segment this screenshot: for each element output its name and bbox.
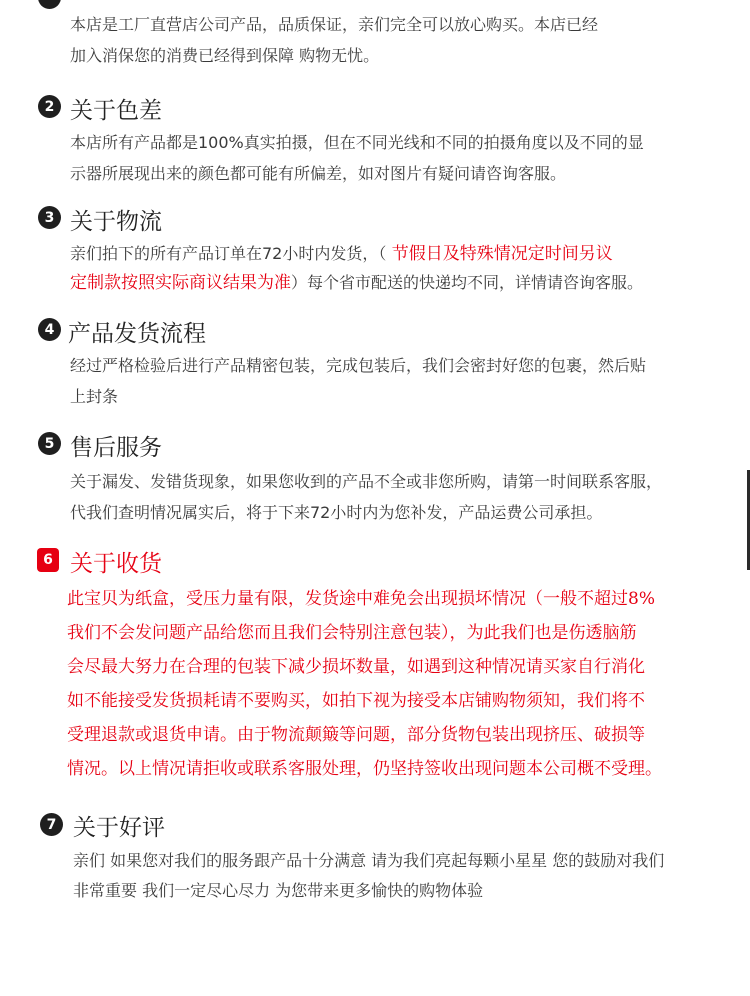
section-2-number-badge: 2	[38, 95, 61, 118]
section-3-line-2-highlight: 定制款按照实际商议结果为准	[70, 273, 291, 293]
section-3-line-1-normal: 亲们拍下的所有产品订单在72小时内发货，（	[70, 244, 387, 263]
section-1-line-1: 本店是工厂直营店公司产品，品质保证，亲们完全可以放心购买。本店已经	[70, 15, 599, 34]
section-1-number-badge	[38, 0, 61, 9]
section-3-title: 关于物流	[70, 209, 162, 235]
section-3-line-2	[70, 268, 643, 293]
section-5-line-2: 代我们查明情况属实后，将于下来72小时内为您补发，产品运费公司承担。	[70, 503, 603, 522]
section-2-line-1: 本店所有产品都是100%真实拍摄，但在不同光线和不同的拍摄角度以及不同的显	[70, 133, 644, 152]
section-6-line-6: 情况。以上情况请拒收或联系客服处理，仍坚持签收出现问题本公司概不受理。	[67, 759, 662, 779]
section-6-line-3: 会尽最大努力在合理的包装下减少损坏数量，如遇到这种情况请买家自行消化	[67, 657, 645, 677]
section-7-title: 关于好评	[73, 815, 165, 841]
section-3-number-badge: 3	[38, 206, 61, 229]
section-6-line-1: 此宝贝为纸盒，受压力量有限，发货途中难免会出现损坏情况（一般不超过8%	[67, 589, 655, 609]
section-6-line-2: 我们不会发问题产品给您而且我们会特别注意包装），为此我们也是伤透脑筋	[67, 623, 637, 643]
section-1-line-2: 加入消保您的消费已经得到保障 购物无忧。	[70, 46, 380, 65]
section-4-line-1: 经过严格检验后进行产品精密包装，完成包装后，我们会密封好您的包裹，然后贴	[70, 356, 647, 375]
section-5-title: 售后服务	[70, 435, 162, 461]
section-7-line-2: 非常重要 我们一定尽心尽力 为您带来更多愉快的购物体验	[73, 881, 484, 900]
section-3-line-2-normal: ）每个省市配送的快递均不同，详情请咨询客服。	[291, 273, 644, 292]
section-7-number-badge: 7	[40, 813, 63, 836]
section-6-line-5: 受理退款或退货申请。由于物流颠簸等问题，部分货物包装出现挤压、破损等	[67, 725, 645, 745]
section-6-title: 关于收货	[70, 551, 162, 577]
section-6-line-4: 如不能接受发货损耗请不要购买，如拍下视为接受本店铺购物须知，我们将不	[67, 691, 645, 711]
section-7-line-1: 亲们 如果您对我们的服务跟产品十分满意 请为我们亮起每颗小星星 您的鼓励对我们	[73, 851, 665, 870]
section-5-line-1: 关于漏发、发错货现象，如果您收到的产品不全或非您所购，请第一时间联系客服，	[70, 472, 663, 491]
section-5-number-badge: 5	[38, 432, 61, 455]
section-2-line-2: 示器所展现出来的颜色都可能有所偏差，如对图片有疑问请咨询客服。	[70, 164, 567, 183]
section-4-line-2: 上封条	[70, 387, 119, 406]
section-6-number-badge: 6	[37, 548, 59, 572]
section-4-number-badge: 4	[38, 318, 61, 341]
section-3-line-1-highlight: 节假日及特殊情况定时间另议	[386, 244, 613, 264]
section-2-title: 关于色差	[70, 98, 162, 124]
section-4-title: 产品发货流程	[68, 321, 206, 347]
section-3-line-1	[70, 239, 613, 264]
